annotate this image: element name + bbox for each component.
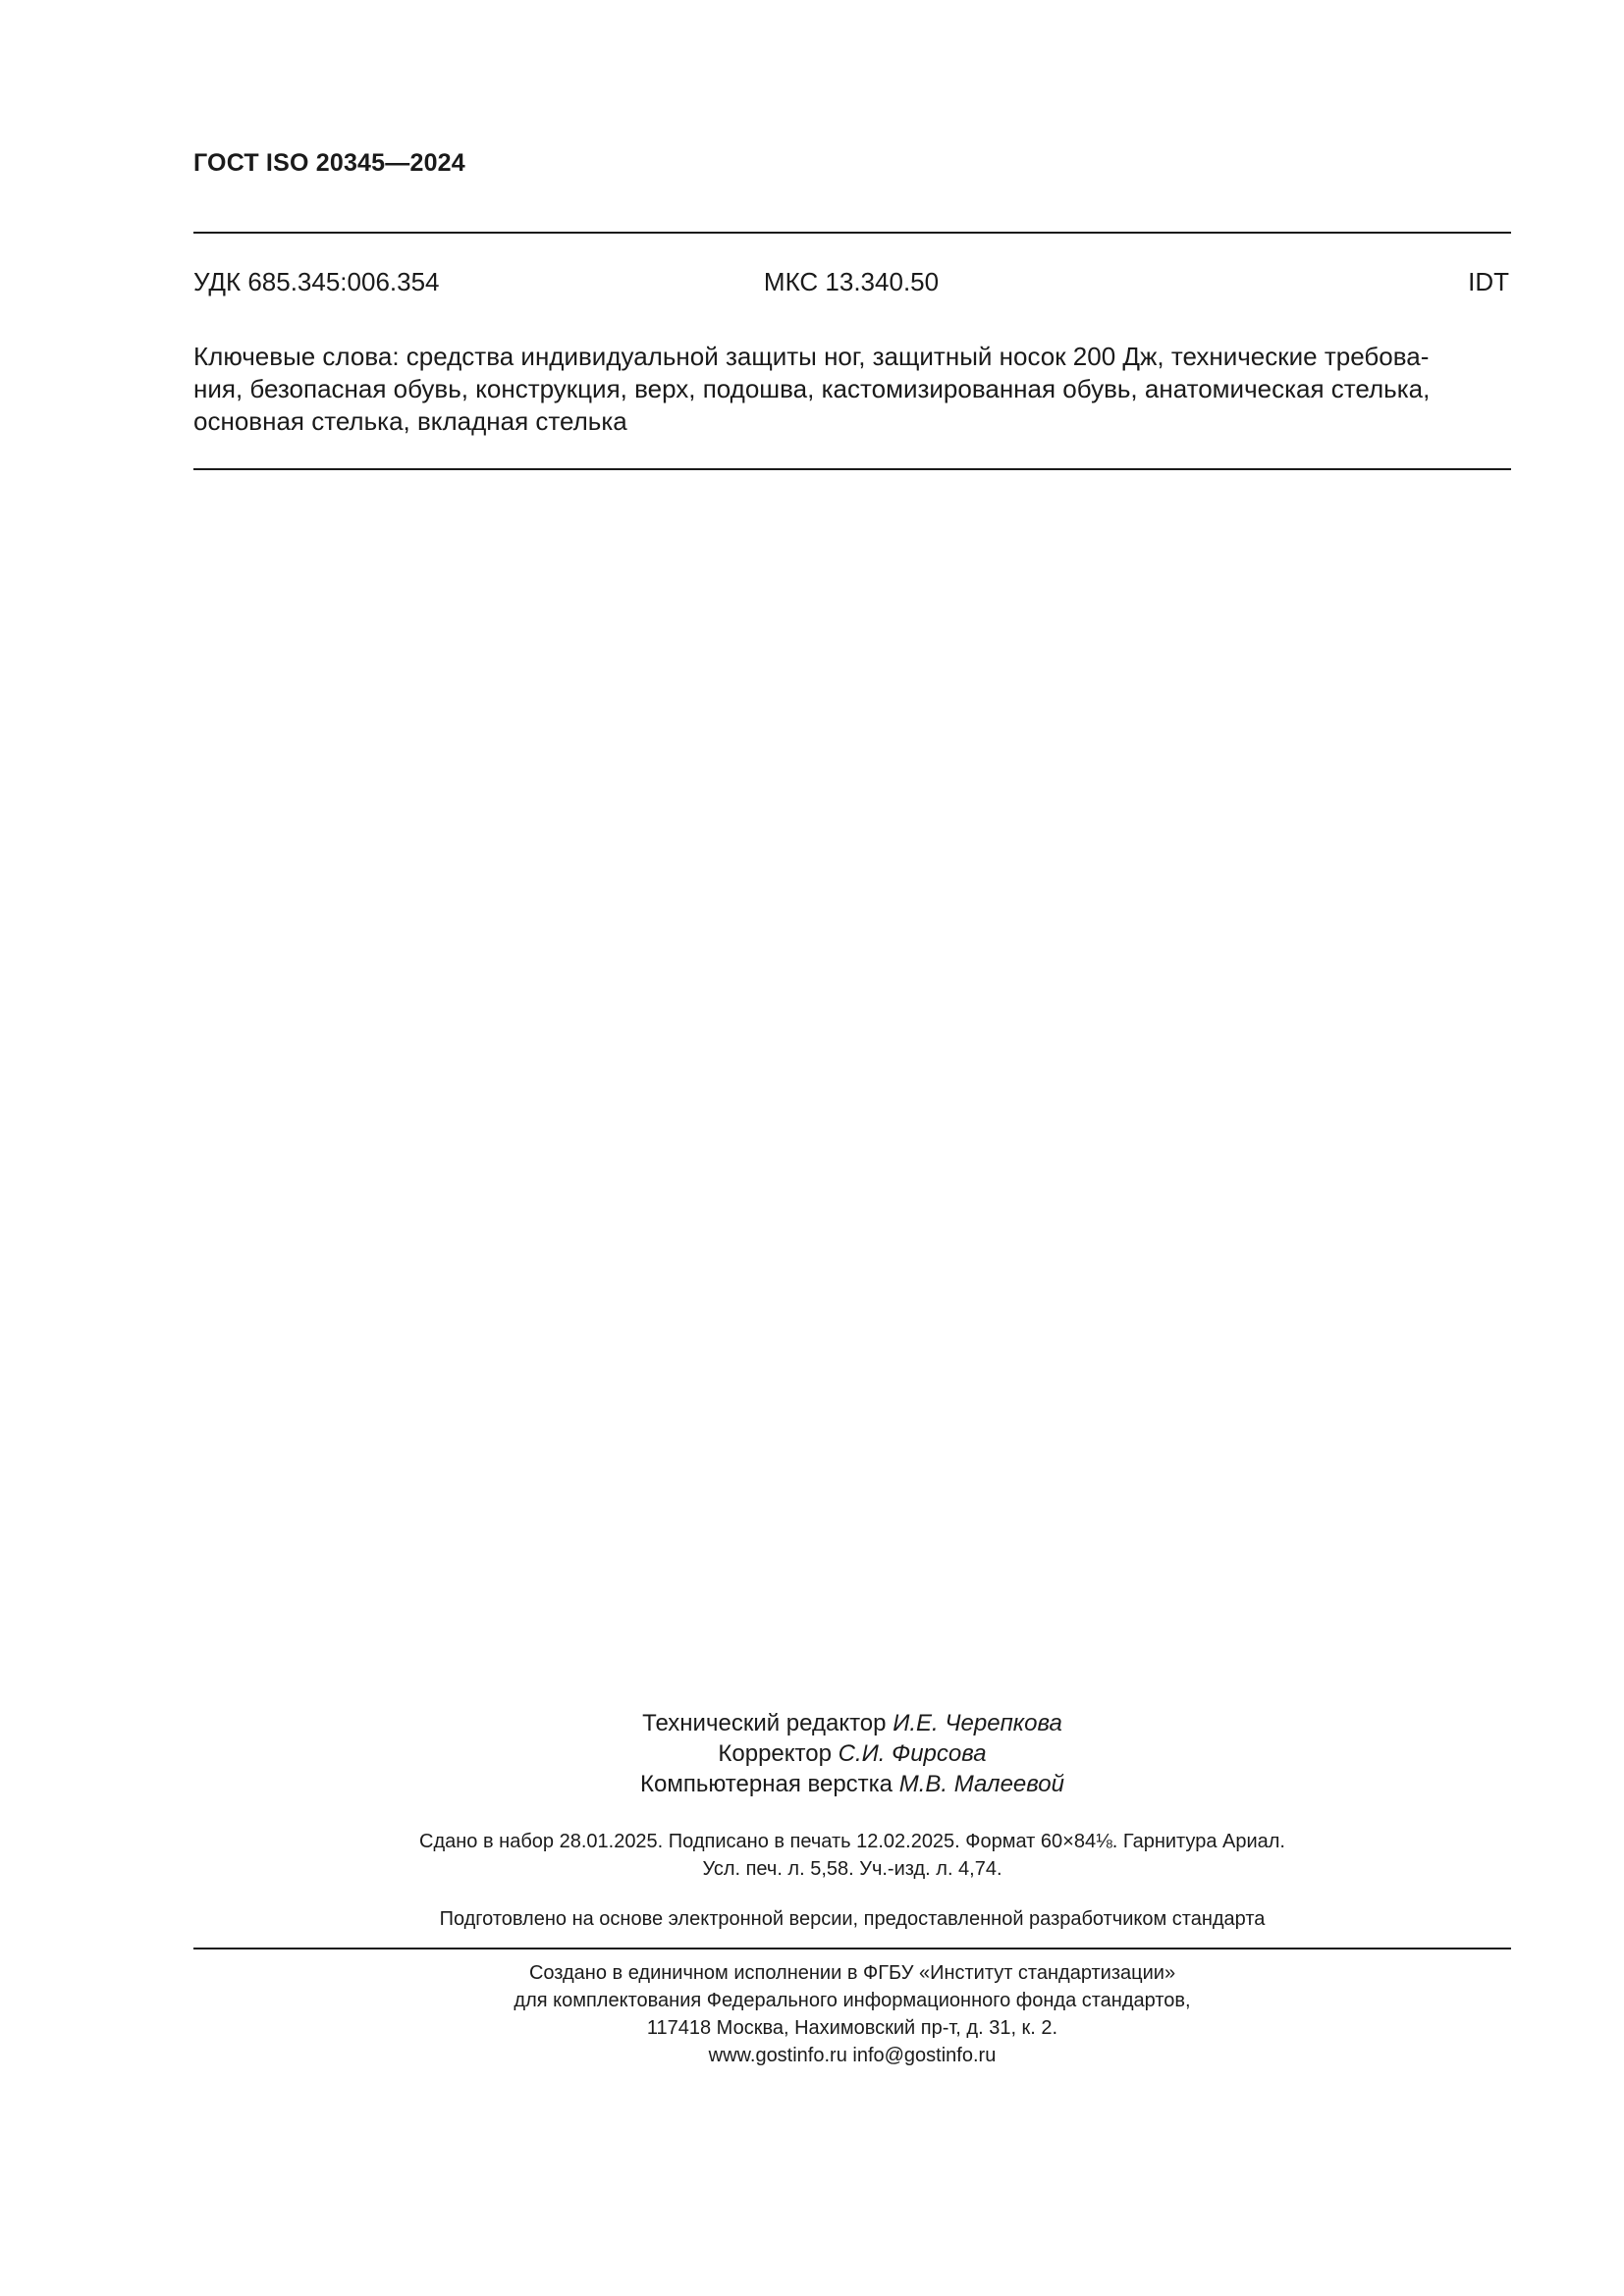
classification-codes xyxy=(193,267,1511,298)
prepared-note: Подготовлено на основе электронной версии, предоставленной разработчиком стандарта xyxy=(439,1908,1266,1930)
print-info xyxy=(193,1828,1511,1883)
staff-role: Корректор xyxy=(718,1740,832,1767)
staff-role: Технический редактор xyxy=(642,1710,887,1736)
keywords-line: основная стелька, вкладная стелька xyxy=(193,406,627,436)
imprint-divider xyxy=(193,1948,1511,1949)
keywords-line: ния, безопасная обувь, конструкция, верх, подошва, кастомизированная обувь, анатомическая стелька, xyxy=(193,374,1431,403)
page-header: ГОСТ ISO 20345—2024 xyxy=(193,149,465,177)
print-info-line: Сдано в набор 28.01.2025. Подписано в печать 12.02.2025. Формат 60×84⅛. Гарнитура Ариал. xyxy=(419,1831,1285,1852)
publisher-address: 117418 Москва, Нахимовский пр-т, д. 31, к. 2. xyxy=(646,2017,1058,2039)
staff-name: М.В. Малеевой xyxy=(898,1771,1064,1797)
staff-layout xyxy=(193,1769,1511,1799)
publisher-info xyxy=(193,1959,1511,2069)
keywords-paragraph xyxy=(193,341,1511,438)
idt-code: IDT xyxy=(1468,267,1509,296)
staff-technical-editor xyxy=(193,1708,1511,1738)
publisher-line: Создано в единичном исполнении в ФГБУ «Институт стандартизации» xyxy=(528,1962,1176,1984)
staff-proofreader xyxy=(193,1738,1511,1769)
top-divider xyxy=(193,232,1511,234)
keywords-divider xyxy=(193,468,1511,470)
editorial-staff xyxy=(193,1708,1511,1799)
staff-name: И.Е. Черепкова xyxy=(893,1710,1062,1736)
mks-code: МКС 13.340.50 xyxy=(763,267,940,296)
publisher-links: www.gostinfo.ru info@gostinfo.ru xyxy=(708,2045,997,2066)
udk-code: УДК 685.345:006.354 xyxy=(193,267,440,296)
staff-name: С.И. Фирсова xyxy=(838,1740,987,1767)
publisher-line: для комплектования Федерального информационного фонда стандартов, xyxy=(514,1990,1191,2011)
keywords-line: Ключевые слова: средства индивидуальной защиты ног, защитный носок 200 Дж, технические требова- xyxy=(193,342,1430,371)
print-info-line: Усл. печ. л. 5,58. Уч.-изд. л. 4,74. xyxy=(702,1858,1002,1880)
staff-role: Компьютерная верстка xyxy=(640,1771,893,1797)
